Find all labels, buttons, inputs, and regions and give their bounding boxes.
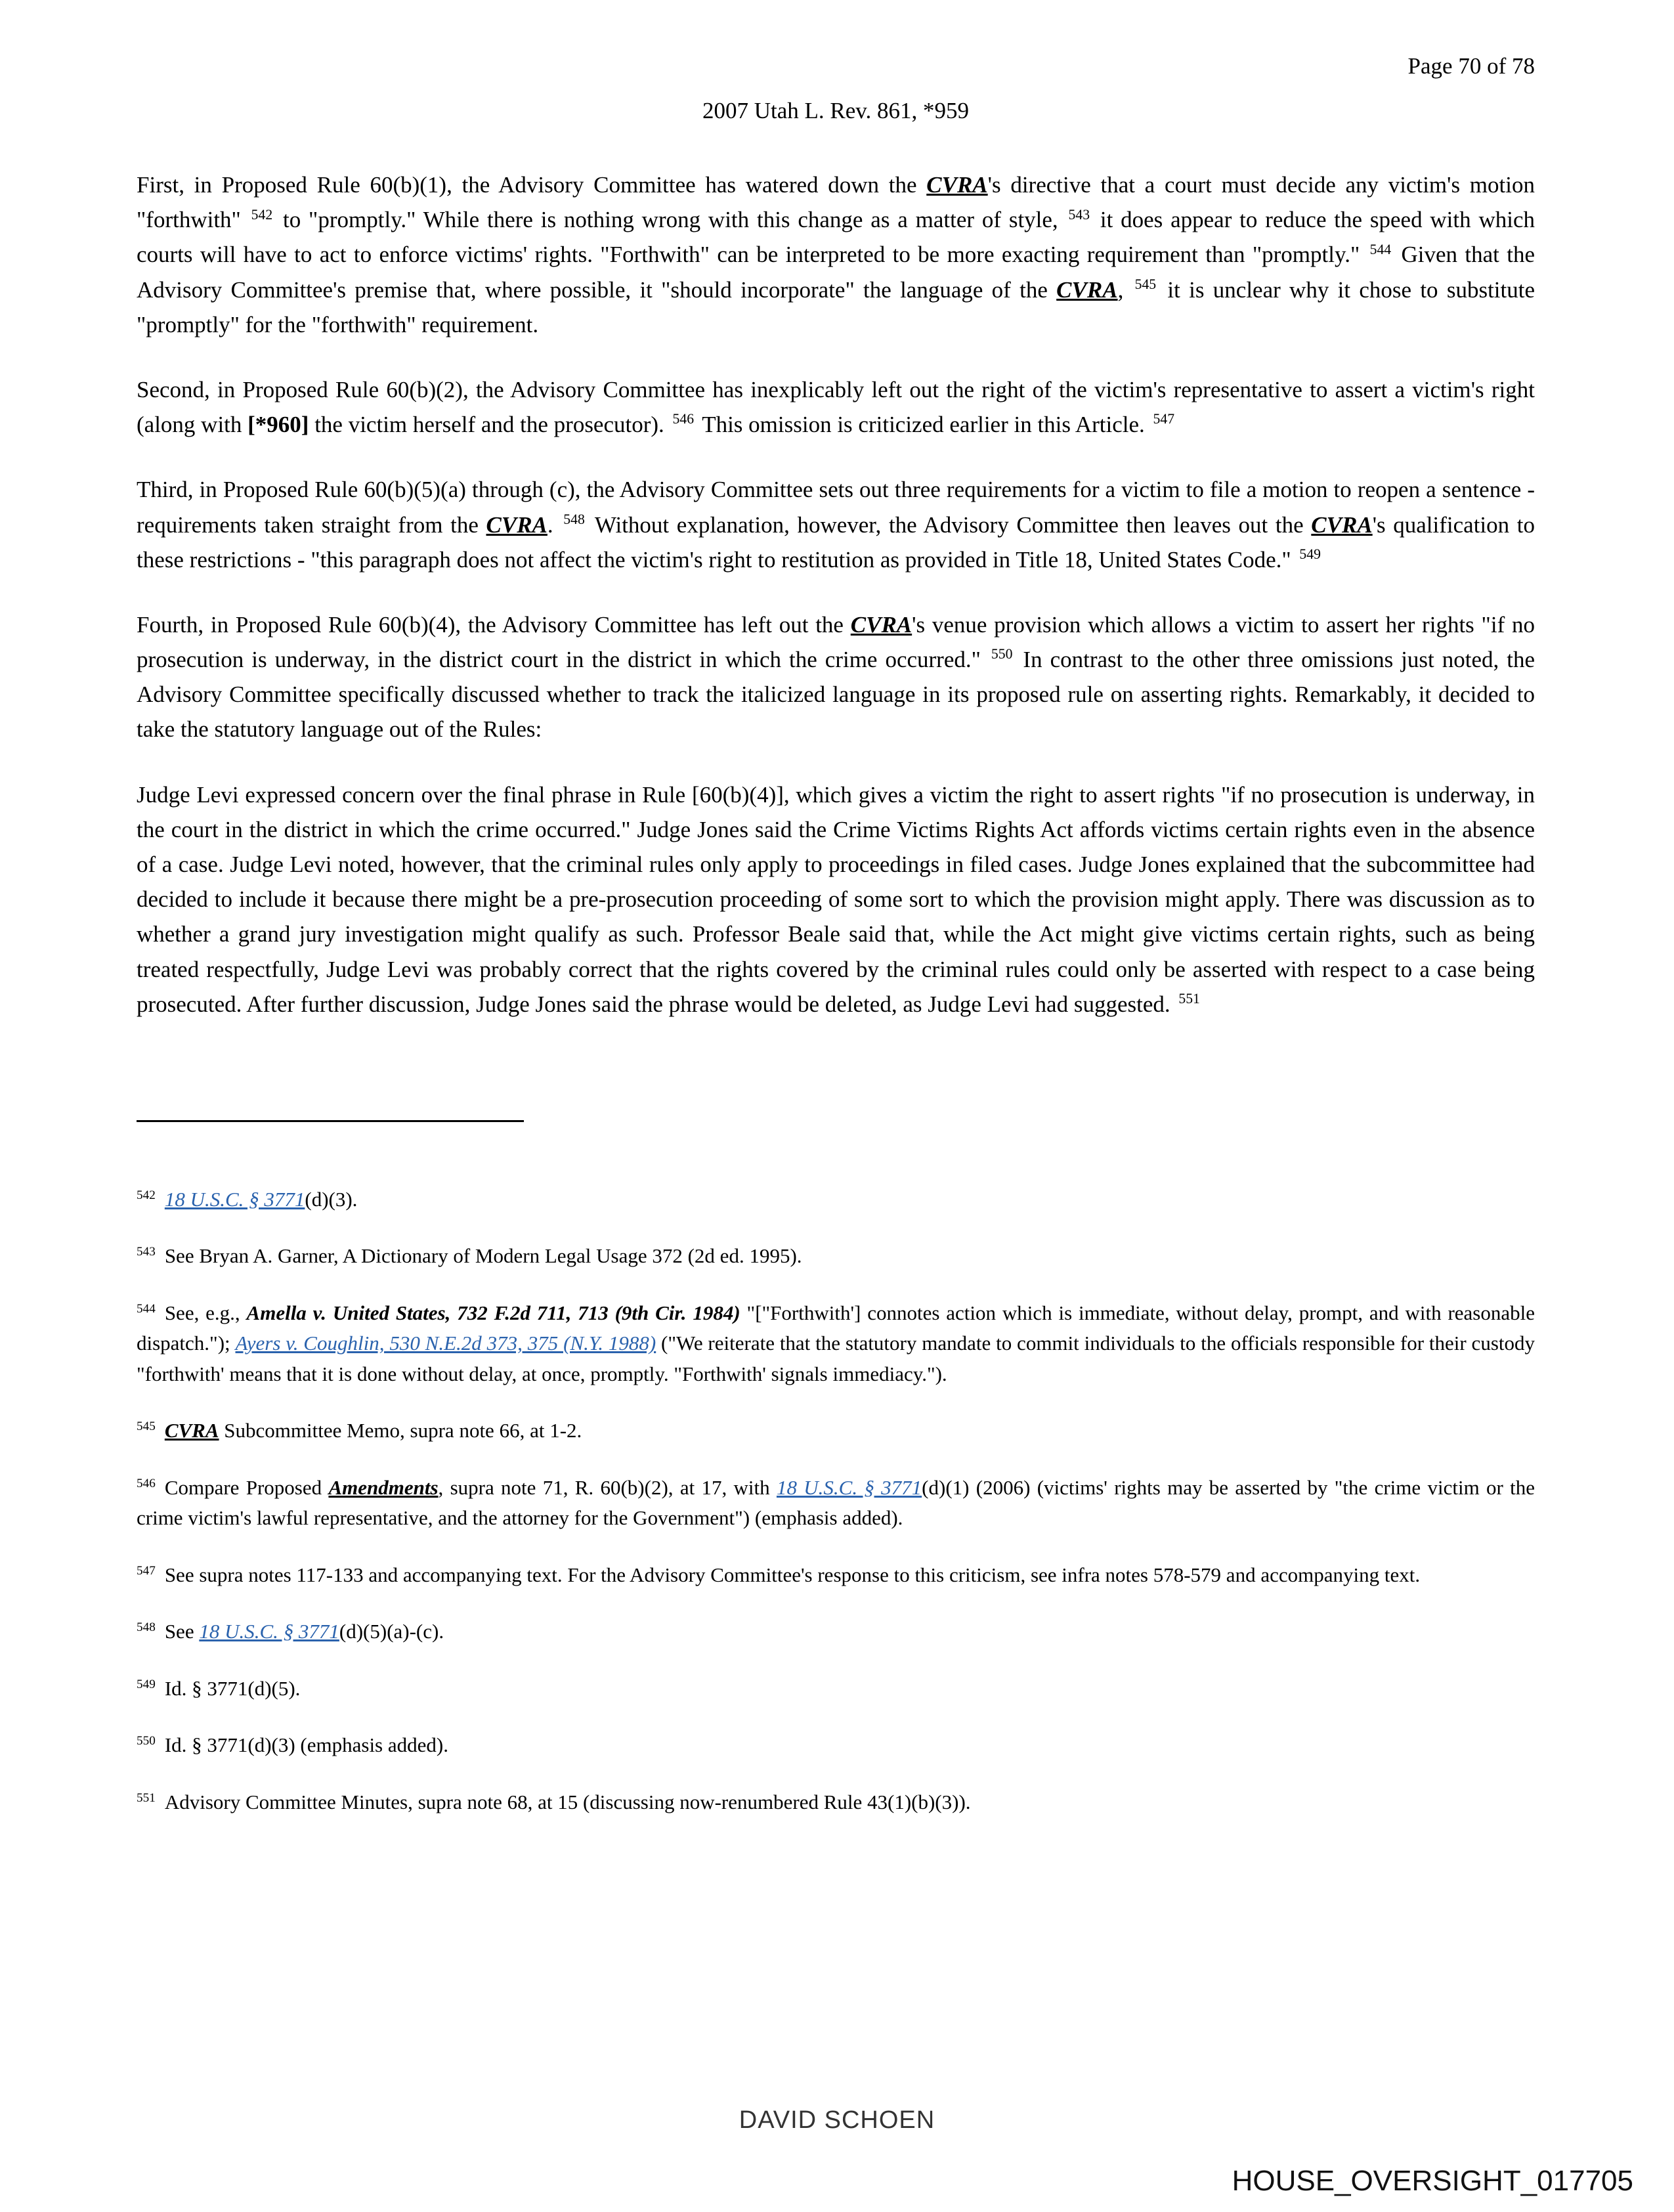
footnote-separator: [137, 1120, 524, 1122]
footnote: [137, 1674, 1535, 1704]
paragraph: [137, 372, 1535, 442]
emphasized-term: CVRA: [850, 611, 912, 638]
emphasized-term: Amendments: [328, 1475, 439, 1499]
text-run: 's venue provision which allows a victim to assert her rights "if no prosecution is underway, in the district court in the district in which the crime occurred.": [137, 611, 1535, 673]
citation-link[interactable]: 18 U.S.C. § 3771: [164, 1187, 305, 1211]
text-run: it is unclear why it chose to substitute "promptly" for the "forthwith" requirement.: [137, 276, 1535, 337]
footnote: [137, 1184, 1535, 1215]
text-run: See, e.g.,: [164, 1301, 247, 1324]
footnote-number: 550: [137, 1734, 156, 1748]
paragraph: [137, 607, 1535, 747]
footnote: [137, 1787, 1535, 1818]
text-run: Id. § 3771(d)(5).: [164, 1676, 301, 1700]
citation-link[interactable]: Ayers v. Coughlin, 530 N.E.2d 373, 375 (N.Y. 1988): [235, 1332, 656, 1355]
text-run: Advisory Committee Minutes, supra note 68, at 15 (discussing now-renumbered Rule 43(1)(b)(3)).: [164, 1790, 971, 1813]
footnote-number: 549: [137, 1677, 156, 1691]
citation-link[interactable]: 18 U.S.C. § 3771: [776, 1475, 922, 1499]
text-run: (d)(5)(a)-(c).: [339, 1620, 444, 1643]
footnote: [137, 1730, 1535, 1761]
paragraph: [137, 472, 1535, 577]
text-run: to "promptly." While there is nothing wrong with this change as a matter of style,: [275, 207, 1066, 233]
footnote-reference: 550: [991, 646, 1013, 662]
text-run: [*960]: [247, 412, 309, 438]
text-run: ,: [1117, 276, 1132, 303]
text-run: See: [164, 1620, 200, 1643]
emphasized-term: CVRA: [486, 511, 547, 538]
text-run: Judge Levi expressed concern over the final phrase in Rule [60(b)(4)], which gives a victim the right to assert rights "if no prosecution is underway, in the court in the district in which the crime occurred." Judge Jones said the Crime Victims Rights Act affords victims certain rights even in the absence of a case. Judge Levi noted, however, that the criminal rules only apply to proceedings in filed cases. Judge Jones explained that the subcommittee had decided to include it because there might be a pre-prosecution proceeding of some sort to which the provision might apply. There was discussion as to whether a grand jury investigation might qualify as such. Professor Beale said that, while the Act might give victims certain rights, such as being treated respectfully, Judge Levi was probably correct that the rights covered by the criminal rules could only be asserted with respect to a case being prosecuted. After further discussion, Judge Jones said the phrase would be deleted, as Judge Levi had suggested.: [137, 781, 1535, 1017]
text-run: "["Forthwith'] connotes action which is immediate, without delay, prompt, and with reasonable dispatch.");: [137, 1301, 1535, 1355]
citation-link[interactable]: 18 U.S.C. § 3771: [199, 1620, 339, 1643]
page-number: Page 70 of 78: [1407, 53, 1535, 79]
text-run: (d)(1) (2006) (victims' rights may be asserted by "the crime victim or the crime victim's lawful representative, and the attorney for the Government") (emphasis added).: [137, 1475, 1535, 1530]
text-run: ("We reiterate that the statutory mandate to commit individuals to the officials responsible for their custody "forthwith' means that it is done without delay, at once, promptly. "Forthwith' signals immediacy.").: [137, 1332, 1535, 1385]
text-run: Third, in Proposed Rule 60(b)(5)(a) through (c), the Advisory Committee sets out three requirements for a victim to file a motion to reopen a sentence - requirements taken straight from the: [137, 477, 1535, 538]
text-run: See Bryan A. Garner, A Dictionary of Modern Legal Usage 372 (2d ed. 1995).: [164, 1244, 802, 1268]
footnote-number: 544: [137, 1301, 156, 1316]
text-run: .: [547, 511, 561, 538]
text-run: Fourth, in Proposed Rule 60(b)(4), the Advisory Committee has left out the: [137, 611, 851, 638]
footnote-number: 547: [137, 1563, 156, 1578]
bates-number: HOUSE_OVERSIGHT_017705: [1232, 2165, 1633, 2197]
text-run: In contrast to the other three omissions just noted, the Advisory Committee specifically discussed whether to track the italicized language in its proposed rule on asserting rights. Remarkably, it decided to take the statutory language out of the Rules:: [137, 647, 1535, 743]
emphasized-term: CVRA: [1056, 276, 1118, 303]
paragraph: [137, 167, 1535, 342]
footnote-reference: 543: [1068, 206, 1090, 223]
text-run: Given that the Advisory Committee's premise that, where possible, it "should incorporate" the language of the: [137, 242, 1535, 303]
text-run: 's qualification to these restrictions - "this paragraph does not affect the victim's right to restitution as provided in Title 18, United States Code.": [137, 511, 1535, 573]
text-run: 's directive that a court must decide any victim's motion "forthwith": [137, 172, 1535, 233]
text-run: Subcommittee Memo, supra note 66, at 1-2.: [219, 1419, 582, 1442]
paragraph: [137, 777, 1535, 1022]
text-run: This omission is criticized earlier in this Article.: [697, 412, 1151, 438]
text-run: Compare Proposed: [164, 1475, 329, 1499]
text-run: (d)(3).: [305, 1187, 358, 1211]
text-run: , supra note 71, R. 60(b)(2), at 17, with: [438, 1475, 777, 1499]
text-run: Id. § 3771(d)(3) (emphasis added).: [164, 1733, 448, 1757]
footnote-reference: 548: [563, 511, 585, 527]
text-run: it does appear to reduce the speed with which courts will have to act to enforce victims' rights. "Forthwith" can be interpreted to be more exacting requirement than "promptly.": [137, 207, 1535, 268]
text-run: Second, in Proposed Rule 60(b)(2), the Advisory Committee has inexplicably left out the right of the victim's representative to assert a victim's right (along with: [137, 376, 1535, 438]
document-citation: 2007 Utah L. Rev. 861, *959: [702, 97, 970, 123]
footnote-reference: 545: [1134, 276, 1157, 292]
text-run: See supra notes 117-133 and accompanying text. For the Advisory Committee's response to this criticism, see infra notes 578-579 and accompanying text.: [164, 1563, 1421, 1586]
footnote-reference: 542: [251, 206, 273, 223]
footnote-number: 543: [137, 1245, 156, 1259]
text-run: Amella v. United States, 732 F.2d 711, 713 (9th Cir. 1984): [246, 1301, 740, 1324]
footnote: [137, 1560, 1535, 1591]
footnote-reference: 549: [1299, 546, 1321, 563]
footnote: [137, 1416, 1535, 1446]
footnote-reference: 551: [1178, 991, 1200, 1007]
footnote-reference: 547: [1153, 411, 1175, 427]
footnote: [137, 1473, 1535, 1534]
text-run: Without explanation, however, the Advisory Committee then leaves out the: [587, 511, 1312, 538]
emphasized-term: CVRA: [1311, 511, 1373, 538]
emphasized-term: CVRA: [164, 1419, 219, 1442]
footnote-number: 545: [137, 1420, 156, 1434]
emphasized-term: CVRA: [926, 172, 988, 198]
document-author: DAVID SCHOEN: [739, 2106, 935, 2134]
footnote-number: 542: [137, 1188, 156, 1202]
footnote-number: 548: [137, 1620, 156, 1635]
text-run: First, in Proposed Rule 60(b)(1), the Advisory Committee has watered down the: [137, 172, 927, 198]
body-paragraphs: [137, 167, 1535, 1022]
footnotes-section: [137, 1184, 1535, 1818]
footnote: [137, 1298, 1535, 1390]
footnote-number: 551: [137, 1790, 156, 1805]
text-run: the victim herself and the prosecutor).: [309, 412, 670, 438]
footnote: [137, 1241, 1535, 1272]
footnote: [137, 1616, 1535, 1647]
footnote-reference: 544: [1369, 241, 1392, 257]
page-header: [137, 51, 1535, 125]
footnote-number: 546: [137, 1476, 156, 1490]
footnote-reference: 546: [672, 411, 695, 427]
